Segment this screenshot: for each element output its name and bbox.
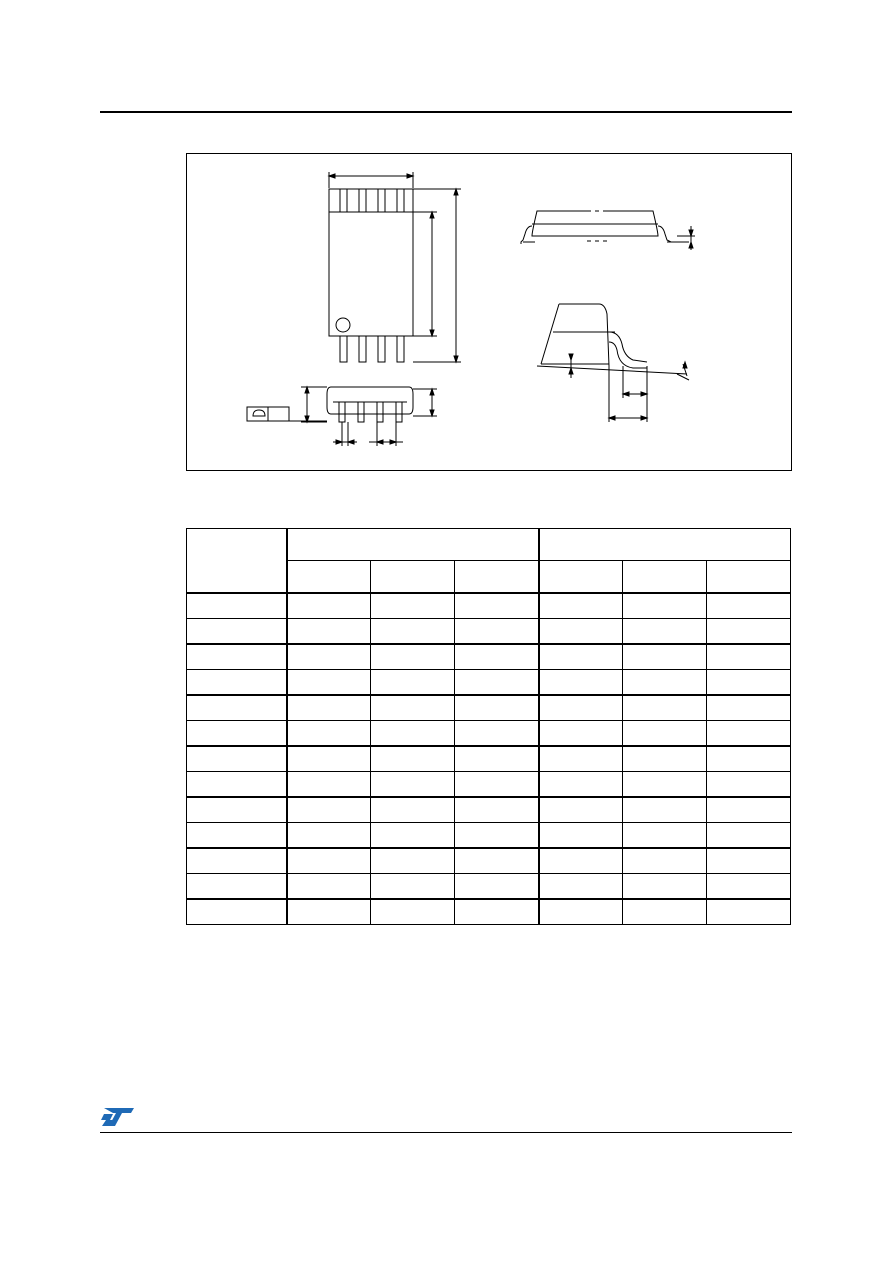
dimension-value-cell <box>287 848 371 874</box>
header-group-2 <box>539 529 791 561</box>
dimension-symbol-cell <box>187 874 287 900</box>
table-row <box>187 670 791 696</box>
dimension-value-cell <box>623 823 707 849</box>
dimension-value-cell <box>707 746 791 772</box>
dimension-value-cell <box>539 848 623 874</box>
table-row <box>187 619 791 645</box>
table-row <box>187 874 791 900</box>
dimension-value-cell <box>623 721 707 747</box>
table-row <box>187 823 791 849</box>
dimension-value-cell <box>539 772 623 798</box>
dimension-value-cell <box>623 746 707 772</box>
dimension-value-cell <box>455 746 539 772</box>
dimension-value-cell <box>371 848 455 874</box>
dimension-value-cell <box>455 797 539 823</box>
dimension-value-cell <box>287 823 371 849</box>
dimension-value-cell <box>539 746 623 772</box>
dimension-value-cell <box>287 721 371 747</box>
header-sub-3 <box>455 561 539 594</box>
dimension-value-cell <box>707 823 791 849</box>
dimension-value-cell <box>371 823 455 849</box>
dimension-symbol-cell <box>187 746 287 772</box>
dimension-value-cell <box>707 593 791 619</box>
st-logo-icon <box>100 1106 136 1128</box>
dimension-value-cell <box>455 593 539 619</box>
table-row <box>187 721 791 747</box>
dimension-value-cell <box>371 874 455 900</box>
dimension-value-cell <box>371 644 455 670</box>
dimension-value-cell <box>371 772 455 798</box>
dimension-value-cell <box>287 644 371 670</box>
dimension-symbol-cell <box>187 848 287 874</box>
dimension-value-cell <box>623 899 707 925</box>
dimension-value-cell <box>371 695 455 721</box>
table-row <box>187 746 791 772</box>
header-sub-4 <box>539 561 623 594</box>
dimension-symbol-cell <box>187 695 287 721</box>
end-view <box>247 387 437 446</box>
dimension-value-cell <box>287 670 371 696</box>
dimension-value-cell <box>707 670 791 696</box>
dimension-value-cell <box>371 593 455 619</box>
side-view <box>521 211 695 250</box>
header-sub-1 <box>287 561 371 594</box>
dimension-symbol-cell <box>187 593 287 619</box>
dimension-value-cell <box>539 593 623 619</box>
dimension-value-cell <box>623 593 707 619</box>
dimension-value-cell <box>539 899 623 925</box>
dimension-symbol-cell <box>187 644 287 670</box>
dimension-symbol-cell <box>187 619 287 645</box>
dimension-value-cell <box>287 593 371 619</box>
dimension-value-cell <box>455 619 539 645</box>
dimension-value-cell <box>539 874 623 900</box>
table-row <box>187 899 791 925</box>
dimension-symbol-cell <box>187 772 287 798</box>
dimension-value-cell <box>623 772 707 798</box>
dimension-value-cell <box>707 772 791 798</box>
table-row <box>187 695 791 721</box>
dimension-value-cell <box>539 823 623 849</box>
header-dimension <box>187 529 287 594</box>
dimension-value-cell <box>707 721 791 747</box>
dimension-value-cell <box>623 695 707 721</box>
dimension-symbol-cell <box>187 721 287 747</box>
dimension-value-cell <box>371 797 455 823</box>
dimension-value-cell <box>287 619 371 645</box>
dimension-symbol-cell <box>187 797 287 823</box>
dimension-symbol-cell <box>187 670 287 696</box>
dimension-value-cell <box>455 644 539 670</box>
header-group-1 <box>287 529 539 561</box>
dimension-value-cell <box>623 874 707 900</box>
dimension-value-cell <box>539 797 623 823</box>
table-row <box>187 848 791 874</box>
dimension-value-cell <box>455 772 539 798</box>
dimension-value-cell <box>371 619 455 645</box>
dimension-value-cell <box>707 619 791 645</box>
dimension-value-cell <box>287 797 371 823</box>
header-rule <box>100 111 792 113</box>
dimension-value-cell <box>539 670 623 696</box>
dimension-value-cell <box>371 670 455 696</box>
table-row <box>187 593 791 619</box>
dimension-value-cell <box>707 848 791 874</box>
package-outline-drawing <box>186 153 792 471</box>
lead-detail-view <box>537 304 689 422</box>
table-row <box>187 797 791 823</box>
dimension-value-cell <box>623 670 707 696</box>
dimension-value-cell <box>287 772 371 798</box>
dimension-value-cell <box>707 874 791 900</box>
dimension-value-cell <box>455 848 539 874</box>
dimension-value-cell <box>623 644 707 670</box>
dimension-value-cell <box>707 797 791 823</box>
dimension-value-cell <box>623 797 707 823</box>
header-sub-6 <box>707 561 791 594</box>
dimension-symbol-cell <box>187 823 287 849</box>
dimension-value-cell <box>371 899 455 925</box>
dimension-value-cell <box>707 695 791 721</box>
dimension-value-cell <box>623 619 707 645</box>
dimension-value-cell <box>707 644 791 670</box>
table-row <box>187 644 791 670</box>
dimension-value-cell <box>455 899 539 925</box>
dimension-value-cell <box>623 848 707 874</box>
dimension-value-cell <box>455 874 539 900</box>
dimension-value-cell <box>371 721 455 747</box>
dimension-value-cell <box>455 695 539 721</box>
dimension-value-cell <box>455 721 539 747</box>
dimension-value-cell <box>371 746 455 772</box>
dimensions-table <box>186 528 791 925</box>
dimension-value-cell <box>539 695 623 721</box>
header-sub-2 <box>371 561 455 594</box>
dimension-value-cell <box>287 899 371 925</box>
dimension-value-cell <box>539 721 623 747</box>
dimension-value-cell <box>287 746 371 772</box>
footer-rule <box>100 1132 792 1133</box>
dimension-value-cell <box>539 619 623 645</box>
dimension-value-cell <box>539 644 623 670</box>
table-row <box>187 772 791 798</box>
dimension-value-cell <box>455 670 539 696</box>
dimension-symbol-cell <box>187 899 287 925</box>
dimension-value-cell <box>455 823 539 849</box>
top-view <box>329 172 461 362</box>
dimension-value-cell <box>287 695 371 721</box>
header-sub-5 <box>623 561 707 594</box>
dimension-value-cell <box>287 874 371 900</box>
dimension-value-cell <box>707 899 791 925</box>
pin1-marker-icon <box>336 318 350 332</box>
